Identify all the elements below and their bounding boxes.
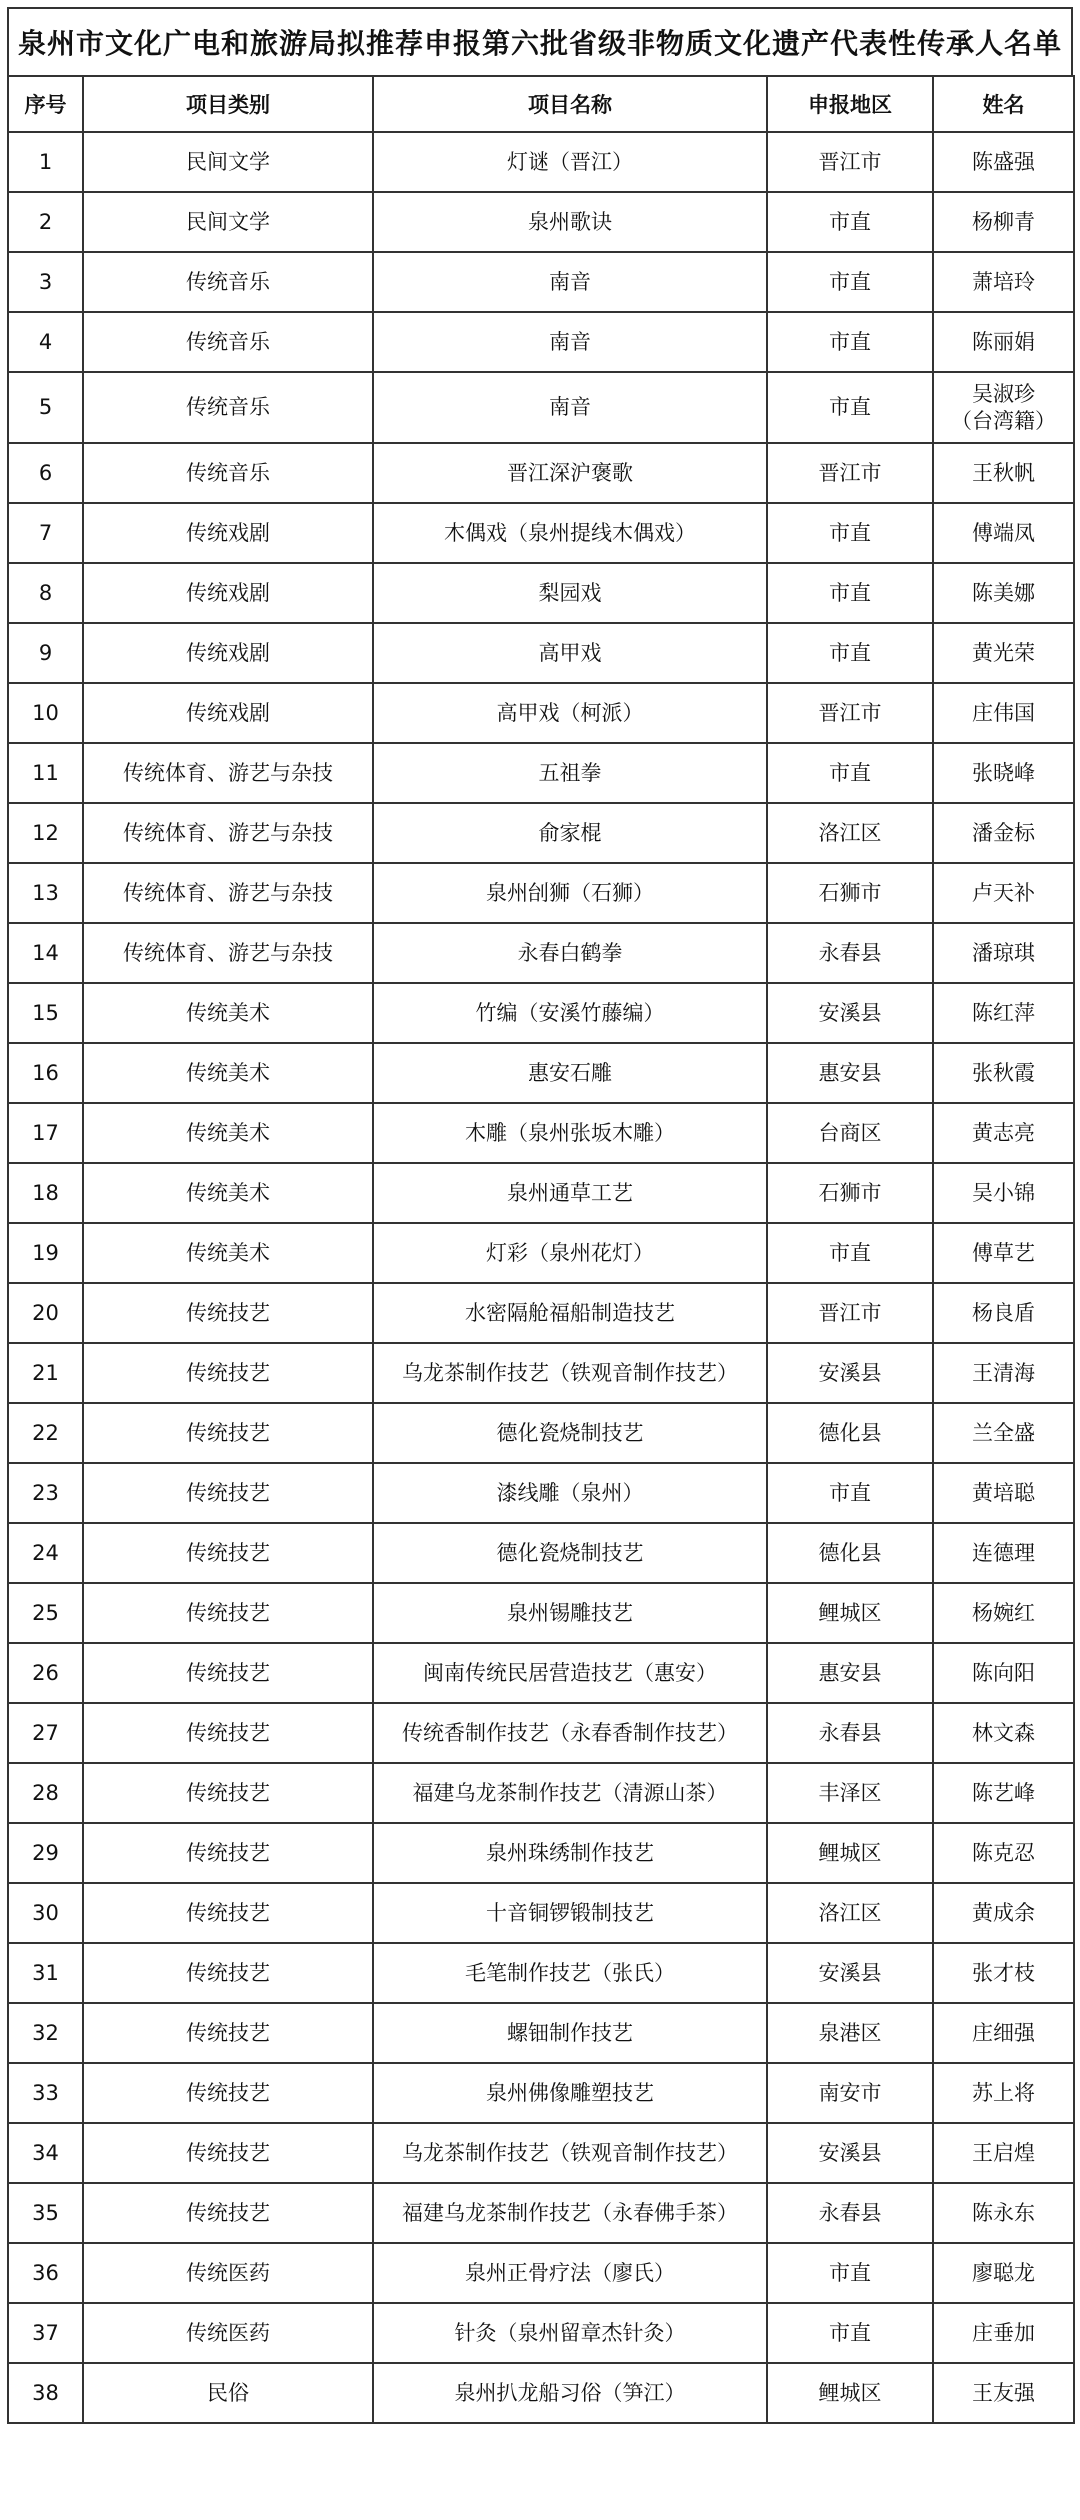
cell-no: 10 bbox=[8, 683, 83, 743]
cell-category: 传统美术 bbox=[83, 1043, 373, 1103]
cell-no: 3 bbox=[8, 252, 83, 312]
cell-category: 传统戏剧 bbox=[83, 503, 373, 563]
cell-category: 传统技艺 bbox=[83, 1523, 373, 1583]
cell-project: 传统香制作技艺（永春香制作技艺） bbox=[373, 1703, 767, 1763]
table-row bbox=[8, 743, 1074, 803]
table-row bbox=[8, 1583, 1074, 1643]
header-no: 序号 bbox=[8, 76, 83, 132]
cell-category: 传统戏剧 bbox=[83, 623, 373, 683]
cell-no: 6 bbox=[8, 443, 83, 503]
cell-category: 传统音乐 bbox=[83, 312, 373, 372]
table-row bbox=[8, 803, 1074, 863]
cell-no: 7 bbox=[8, 503, 83, 563]
table-row bbox=[8, 1403, 1074, 1463]
cell-category: 传统美术 bbox=[83, 1163, 373, 1223]
cell-category: 传统戏剧 bbox=[83, 563, 373, 623]
cell-project: 五祖拳 bbox=[373, 743, 767, 803]
cell-no: 26 bbox=[8, 1643, 83, 1703]
cell-category: 传统音乐 bbox=[83, 443, 373, 503]
cell-no: 33 bbox=[8, 2063, 83, 2123]
cell-name: 苏上将 bbox=[933, 2063, 1074, 2123]
candidate-table bbox=[7, 75, 1075, 2424]
cell-region: 鲤城区 bbox=[767, 1583, 933, 1643]
cell-project: 十音铜锣锻制技艺 bbox=[373, 1883, 767, 1943]
header-row bbox=[8, 76, 1074, 132]
cell-name: 庄垂加 bbox=[933, 2303, 1074, 2363]
cell-name: 陈艺峰 bbox=[933, 1763, 1074, 1823]
cell-project: 泉州通草工艺 bbox=[373, 1163, 767, 1223]
cell-region: 安溪县 bbox=[767, 1343, 933, 1403]
cell-category: 传统技艺 bbox=[83, 1283, 373, 1343]
cell-name: 兰全盛 bbox=[933, 1403, 1074, 1463]
cell-region: 南安市 bbox=[767, 2063, 933, 2123]
cell-project: 永春白鹤拳 bbox=[373, 923, 767, 983]
cell-no: 23 bbox=[8, 1463, 83, 1523]
cell-category: 传统音乐 bbox=[83, 372, 373, 443]
cell-project: 木雕（泉州张坂木雕） bbox=[373, 1103, 767, 1163]
cell-category: 传统技艺 bbox=[83, 1643, 373, 1703]
cell-project: 竹编（安溪竹藤编） bbox=[373, 983, 767, 1043]
cell-region: 市直 bbox=[767, 252, 933, 312]
cell-project: 闽南传统民居营造技艺（惠安） bbox=[373, 1643, 767, 1703]
cell-category: 传统技艺 bbox=[83, 2123, 373, 2183]
cell-no: 20 bbox=[8, 1283, 83, 1343]
cell-region: 永春县 bbox=[767, 923, 933, 983]
cell-name: 陈向阳 bbox=[933, 1643, 1074, 1703]
cell-name: 廖聪龙 bbox=[933, 2243, 1074, 2303]
cell-category: 传统技艺 bbox=[83, 1403, 373, 1463]
cell-name: 杨柳青 bbox=[933, 192, 1074, 252]
table-row bbox=[8, 1823, 1074, 1883]
cell-region: 安溪县 bbox=[767, 983, 933, 1043]
cell-name: 林文森 bbox=[933, 1703, 1074, 1763]
cell-region: 安溪县 bbox=[767, 2123, 933, 2183]
cell-name: 潘琼琪 bbox=[933, 923, 1074, 983]
cell-category: 传统技艺 bbox=[83, 1703, 373, 1763]
table-row bbox=[8, 252, 1074, 312]
cell-no: 19 bbox=[8, 1223, 83, 1283]
table-row bbox=[8, 2123, 1074, 2183]
cell-name: 王清海 bbox=[933, 1343, 1074, 1403]
cell-name: 黄培聪 bbox=[933, 1463, 1074, 1523]
table-row bbox=[8, 863, 1074, 923]
cell-category: 传统技艺 bbox=[83, 2063, 373, 2123]
cell-no: 38 bbox=[8, 2363, 83, 2423]
cell-region: 鲤城区 bbox=[767, 2363, 933, 2423]
cell-name: 陈永东 bbox=[933, 2183, 1074, 2243]
cell-region: 永春县 bbox=[767, 1703, 933, 1763]
cell-project: 高甲戏（柯派） bbox=[373, 683, 767, 743]
cell-project: 漆线雕（泉州） bbox=[373, 1463, 767, 1523]
cell-region: 市直 bbox=[767, 372, 933, 443]
table-row bbox=[8, 2063, 1074, 2123]
cell-project: 南音 bbox=[373, 372, 767, 443]
cell-category: 传统体育、游艺与杂技 bbox=[83, 863, 373, 923]
cell-name: 杨婉红 bbox=[933, 1583, 1074, 1643]
cell-no: 24 bbox=[8, 1523, 83, 1583]
cell-no: 9 bbox=[8, 623, 83, 683]
cell-no: 22 bbox=[8, 1403, 83, 1463]
cell-no: 37 bbox=[8, 2303, 83, 2363]
cell-project: 德化瓷烧制技艺 bbox=[373, 1403, 767, 1463]
cell-region: 石狮市 bbox=[767, 1163, 933, 1223]
table-row bbox=[8, 2303, 1074, 2363]
cell-region: 惠安县 bbox=[767, 1643, 933, 1703]
cell-name: 连德理 bbox=[933, 1523, 1074, 1583]
cell-no: 8 bbox=[8, 563, 83, 623]
cell-name: 张才枝 bbox=[933, 1943, 1074, 2003]
cell-category: 传统美术 bbox=[83, 1223, 373, 1283]
cell-name: 傅端凤 bbox=[933, 503, 1074, 563]
table-row bbox=[8, 1043, 1074, 1103]
cell-no: 12 bbox=[8, 803, 83, 863]
cell-category: 传统技艺 bbox=[83, 1883, 373, 1943]
table-row bbox=[8, 1763, 1074, 1823]
cell-region: 洛江区 bbox=[767, 803, 933, 863]
table-row bbox=[8, 1883, 1074, 1943]
cell-no: 35 bbox=[8, 2183, 83, 2243]
table-row bbox=[8, 1343, 1074, 1403]
cell-region: 丰泽区 bbox=[767, 1763, 933, 1823]
header-name: 姓名 bbox=[933, 76, 1074, 132]
cell-no: 5 bbox=[8, 372, 83, 443]
cell-project: 泉州锡雕技艺 bbox=[373, 1583, 767, 1643]
cell-category: 民间文学 bbox=[83, 192, 373, 252]
cell-project: 泉州扒龙船习俗（笋江） bbox=[373, 2363, 767, 2423]
cell-project: 泉州佛像雕塑技艺 bbox=[373, 2063, 767, 2123]
table-row bbox=[8, 312, 1074, 372]
cell-project: 水密隔舱福船制造技艺 bbox=[373, 1283, 767, 1343]
cell-no: 28 bbox=[8, 1763, 83, 1823]
header-region: 申报地区 bbox=[767, 76, 933, 132]
cell-name: 张晓峰 bbox=[933, 743, 1074, 803]
table-row bbox=[8, 2183, 1074, 2243]
cell-name: 王友强 bbox=[933, 2363, 1074, 2423]
cell-no: 21 bbox=[8, 1343, 83, 1403]
cell-name: 萧培玲 bbox=[933, 252, 1074, 312]
table-row bbox=[8, 132, 1074, 192]
document-sheet bbox=[7, 7, 1073, 2424]
cell-region: 台商区 bbox=[767, 1103, 933, 1163]
table-row bbox=[8, 983, 1074, 1043]
cell-region: 市直 bbox=[767, 312, 933, 372]
cell-category: 传统技艺 bbox=[83, 1823, 373, 1883]
cell-region: 市直 bbox=[767, 563, 933, 623]
cell-project: 泉州刣狮（石狮） bbox=[373, 863, 767, 923]
cell-region: 德化县 bbox=[767, 1523, 933, 1583]
cell-no: 16 bbox=[8, 1043, 83, 1103]
cell-project: 螺钿制作技艺 bbox=[373, 2003, 767, 2063]
cell-name: 吴小锦 bbox=[933, 1163, 1074, 1223]
cell-no: 1 bbox=[8, 132, 83, 192]
cell-name: 王启煌 bbox=[933, 2123, 1074, 2183]
cell-category: 民俗 bbox=[83, 2363, 373, 2423]
cell-region: 晋江市 bbox=[767, 132, 933, 192]
cell-region: 洛江区 bbox=[767, 1883, 933, 1943]
cell-region: 市直 bbox=[767, 192, 933, 252]
cell-project: 泉州珠绣制作技艺 bbox=[373, 1823, 767, 1883]
cell-category: 传统体育、游艺与杂技 bbox=[83, 743, 373, 803]
header-project: 项目名称 bbox=[373, 76, 767, 132]
cell-project: 毛笔制作技艺（张氏） bbox=[373, 1943, 767, 2003]
table-row bbox=[8, 1223, 1074, 1283]
table-row bbox=[8, 923, 1074, 983]
cell-project: 福建乌龙茶制作技艺（清源山茶） bbox=[373, 1763, 767, 1823]
cell-name: 黄成余 bbox=[933, 1883, 1074, 1943]
cell-no: 17 bbox=[8, 1103, 83, 1163]
cell-project: 南音 bbox=[373, 252, 767, 312]
cell-project: 灯彩（泉州花灯） bbox=[373, 1223, 767, 1283]
cell-category: 传统技艺 bbox=[83, 1463, 373, 1523]
cell-category: 传统技艺 bbox=[83, 2183, 373, 2243]
cell-name: 庄细强 bbox=[933, 2003, 1074, 2063]
cell-name: 张秋霞 bbox=[933, 1043, 1074, 1103]
cell-project: 福建乌龙茶制作技艺（永春佛手茶） bbox=[373, 2183, 767, 2243]
cell-name: 陈红萍 bbox=[933, 983, 1074, 1043]
table-row bbox=[8, 372, 1074, 443]
cell-region: 德化县 bbox=[767, 1403, 933, 1463]
cell-name: 陈美娜 bbox=[933, 563, 1074, 623]
cell-region: 市直 bbox=[767, 1463, 933, 1523]
cell-name: 傅草艺 bbox=[933, 1223, 1074, 1283]
cell-no: 36 bbox=[8, 2243, 83, 2303]
cell-name: 杨良盾 bbox=[933, 1283, 1074, 1343]
cell-region: 惠安县 bbox=[767, 1043, 933, 1103]
cell-category: 传统美术 bbox=[83, 983, 373, 1043]
cell-region: 市直 bbox=[767, 2243, 933, 2303]
cell-no: 15 bbox=[8, 983, 83, 1043]
cell-region: 石狮市 bbox=[767, 863, 933, 923]
cell-region: 安溪县 bbox=[767, 1943, 933, 2003]
cell-project: 泉州正骨疗法（廖氏） bbox=[373, 2243, 767, 2303]
table-body bbox=[8, 132, 1074, 2423]
cell-name: 王秋帆 bbox=[933, 443, 1074, 503]
cell-project: 木偶戏（泉州提线木偶戏） bbox=[373, 503, 767, 563]
table-row bbox=[8, 443, 1074, 503]
cell-project: 梨园戏 bbox=[373, 563, 767, 623]
cell-category: 传统音乐 bbox=[83, 252, 373, 312]
cell-name: 潘金标 bbox=[933, 803, 1074, 863]
cell-region: 永春县 bbox=[767, 2183, 933, 2243]
cell-category: 传统医药 bbox=[83, 2303, 373, 2363]
cell-no: 34 bbox=[8, 2123, 83, 2183]
table-row bbox=[8, 1643, 1074, 1703]
cell-region: 市直 bbox=[767, 743, 933, 803]
table-row bbox=[8, 1103, 1074, 1163]
cell-name: 黄光荣 bbox=[933, 623, 1074, 683]
page-title: 泉州市文化广电和旅游局拟推荐申报第六批省级非物质文化遗产代表性传承人名单 bbox=[7, 7, 1073, 77]
cell-project: 高甲戏 bbox=[373, 623, 767, 683]
cell-project: 泉州歌诀 bbox=[373, 192, 767, 252]
cell-region: 市直 bbox=[767, 623, 933, 683]
cell-category: 传统戏剧 bbox=[83, 683, 373, 743]
cell-category: 传统技艺 bbox=[83, 1583, 373, 1643]
cell-no: 30 bbox=[8, 1883, 83, 1943]
cell-region: 泉港区 bbox=[767, 2003, 933, 2063]
cell-name: 陈盛强 bbox=[933, 132, 1074, 192]
header-category: 项目类别 bbox=[83, 76, 373, 132]
cell-category: 传统技艺 bbox=[83, 2003, 373, 2063]
cell-no: 32 bbox=[8, 2003, 83, 2063]
table-row bbox=[8, 1463, 1074, 1523]
cell-no: 18 bbox=[8, 1163, 83, 1223]
cell-region: 晋江市 bbox=[767, 443, 933, 503]
cell-category: 传统医药 bbox=[83, 2243, 373, 2303]
cell-name: 陈丽娟 bbox=[933, 312, 1074, 372]
table-row bbox=[8, 503, 1074, 563]
cell-region: 晋江市 bbox=[767, 683, 933, 743]
cell-no: 25 bbox=[8, 1583, 83, 1643]
cell-category: 传统技艺 bbox=[83, 1343, 373, 1403]
cell-project: 乌龙茶制作技艺（铁观音制作技艺） bbox=[373, 1343, 767, 1403]
table-row bbox=[8, 2243, 1074, 2303]
table-row bbox=[8, 1163, 1074, 1223]
cell-no: 14 bbox=[8, 923, 83, 983]
table-row bbox=[8, 1943, 1074, 2003]
cell-name: 吴淑珍 （台湾籍） bbox=[933, 372, 1074, 443]
cell-region: 鲤城区 bbox=[767, 1823, 933, 1883]
cell-name: 陈克忍 bbox=[933, 1823, 1074, 1883]
cell-category: 传统技艺 bbox=[83, 1943, 373, 2003]
cell-category: 民间文学 bbox=[83, 132, 373, 192]
cell-category: 传统体育、游艺与杂技 bbox=[83, 923, 373, 983]
cell-category: 传统技艺 bbox=[83, 1763, 373, 1823]
cell-region: 市直 bbox=[767, 2303, 933, 2363]
cell-project: 南音 bbox=[373, 312, 767, 372]
cell-project: 德化瓷烧制技艺 bbox=[373, 1523, 767, 1583]
cell-region: 市直 bbox=[767, 503, 933, 563]
cell-no: 11 bbox=[8, 743, 83, 803]
cell-no: 4 bbox=[8, 312, 83, 372]
table-row bbox=[8, 2003, 1074, 2063]
cell-name: 庄伟国 bbox=[933, 683, 1074, 743]
cell-no: 2 bbox=[8, 192, 83, 252]
cell-no: 27 bbox=[8, 1703, 83, 1763]
cell-category: 传统美术 bbox=[83, 1103, 373, 1163]
cell-project: 晋江深沪褒歌 bbox=[373, 443, 767, 503]
cell-region: 晋江市 bbox=[767, 1283, 933, 1343]
table-row bbox=[8, 1523, 1074, 1583]
table-row bbox=[8, 623, 1074, 683]
table-row bbox=[8, 2363, 1074, 2423]
table-row bbox=[8, 192, 1074, 252]
cell-project: 俞家棍 bbox=[373, 803, 767, 863]
table-row bbox=[8, 1703, 1074, 1763]
cell-name: 黄志亮 bbox=[933, 1103, 1074, 1163]
cell-project: 灯谜（晋江） bbox=[373, 132, 767, 192]
cell-no: 31 bbox=[8, 1943, 83, 2003]
cell-project: 针灸（泉州留章杰针灸） bbox=[373, 2303, 767, 2363]
table-row bbox=[8, 683, 1074, 743]
table-row bbox=[8, 1283, 1074, 1343]
cell-region: 市直 bbox=[767, 1223, 933, 1283]
table-row bbox=[8, 563, 1074, 623]
cell-name: 卢天补 bbox=[933, 863, 1074, 923]
cell-project: 惠安石雕 bbox=[373, 1043, 767, 1103]
cell-no: 29 bbox=[8, 1823, 83, 1883]
cell-no: 13 bbox=[8, 863, 83, 923]
cell-project: 乌龙茶制作技艺（铁观音制作技艺） bbox=[373, 2123, 767, 2183]
cell-category: 传统体育、游艺与杂技 bbox=[83, 803, 373, 863]
